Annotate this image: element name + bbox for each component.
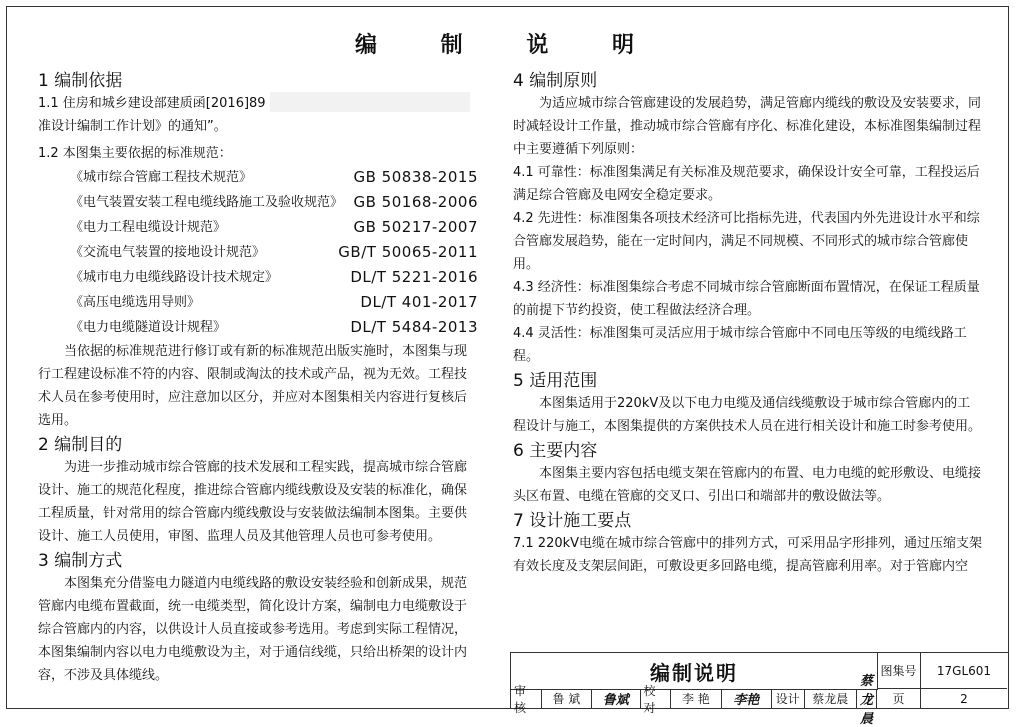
section-1-1-line-a: 1.1 住房和城乡建设部建质函[2016]89	[38, 96, 266, 111]
page-number: 2	[960, 691, 968, 706]
design-label: 设计	[772, 689, 805, 708]
standard-code: GB 50168-2006	[353, 193, 478, 211]
section-2-body: 为进一步推动城市综合管廊的技术发展和工程实践，提高城市综合管廊设计、施工的规范化程度，推进综合管廊内缆线敷设及安装的标准化，确保工程质量，针对常用的综合管廊内缆线敷设与安装做法编制本图集。主要供设计、施工人员使用，审图、监理人员及其他管理人员也可参考使用。	[38, 460, 468, 544]
check-label: 校对	[641, 689, 672, 708]
standard-name: 《交流电气装置的接地设计规范》	[70, 245, 266, 260]
standard-name: 《电力工程电缆设计规范》	[70, 220, 227, 235]
section-5-heading: 5 适用范围	[513, 371, 598, 391]
standard-row	[38, 215, 478, 240]
title-block	[510, 652, 1009, 727]
standard-name: 《城市综合管廊工程技术规范》	[70, 170, 253, 185]
section-1-note: 当依据的标准规范进行修订或有新的标准规范出版实施时，本图集与现行工程建设标准不符的内容、限制或淘汰的技术或产品，视为无效。工程技术人员在参考使用时，应注意加以区分，并应对本图集相关内容进行复核后选用。	[38, 344, 468, 428]
reviewer-name: 鲁 斌	[542, 689, 592, 708]
standard-row	[38, 190, 478, 215]
standard-code: GB 50838-2015	[353, 168, 478, 186]
left-column	[38, 70, 478, 687]
standard-name: 《城市电力电缆线路设计技术规定》	[70, 270, 279, 285]
standard-code: DL/T 401-2017	[360, 293, 478, 311]
section-4-3: 4.3 经济性：标准图集综合考虑不同城市综合管廊断面布置情况，在保证工程质量的前提下节约投资，使工程做法经济合理。	[513, 280, 980, 318]
section-7-heading: 7 设计施工要点	[513, 511, 632, 531]
standards-list	[38, 165, 478, 340]
section-3-heading: 3 编制方式	[38, 551, 123, 571]
section-6-heading: 6 主要内容	[513, 441, 598, 461]
section-4-body: 为适应城市综合管廊建设的发展趋势，满足管廊内缆线的敷设及安装要求，同时减轻设计工作量，推动城市综合管廊有序化、标准化建设，本标准图集编制过程中主要遵循下列原则：	[513, 96, 982, 157]
standard-name: 《高压电缆选用导则》	[70, 295, 201, 310]
section-1-2: 1.2 本图集主要依据的标准规范：	[38, 146, 232, 161]
section-3-body: 本图集充分借鉴电力隧道内电缆线路的敷设安装经验和创新成果，规范管廊内电缆布置截面，统一电缆类型，简化设计方案，编制电力电缆敷设于综合管廊内的内容，以供设计人员直接或参考选用。考虑到实际工程情况，本图集编制内容以电力电缆敷设为主，对于通信线缆，只给出桥架的设计内容，不涉及具体缆线。	[38, 576, 468, 683]
designer-name: 蔡龙晨	[805, 689, 857, 708]
section-1-1-line-b: 准设计编制工作计划》的通知”。	[38, 119, 227, 134]
section-4-2: 4.2 先进性：标准图集各项技术经济可比指标先进，代表国内外先进设计水平和综合管廊发展趋势，能在一定时间内，满足不同规模、不同形式的城市综合管廊使用。	[513, 211, 980, 272]
section-4-4: 4.4 灵活性：标准图集可灵活应用于城市综合管廊中不同电压等级的电缆线路工程。	[513, 326, 967, 364]
section-4-1: 4.1 可靠性：标准图集满足有关标准及规范要求，确保设计安全可靠，工程投运后满足综合管廊及电网安全稳定要求。	[513, 165, 980, 203]
standard-code: GB/T 50065-2011	[338, 243, 478, 261]
section-6-body: 本图集主要内容包括电缆支架在管廊内的布置、电力电缆的蛇形敷设、电缆接头区布置、电缆在管廊的交叉口、引出口和端部井的敷设做法等。	[513, 466, 982, 504]
section-5-body: 本图集适用于220kV及以下电力电缆及通信线缆敷设于城市综合管廊内的工程设计与施工，本图集提供的方案供技术人员在进行相关设计和施工时参考使用。	[513, 396, 982, 434]
standard-code: DL/T 5484-2013	[350, 318, 478, 336]
standard-name: 《电力电缆隧道设计规程》	[70, 320, 227, 335]
standard-row	[38, 315, 478, 340]
atlas-number: 17GL601	[921, 653, 1007, 689]
section-1-heading: 1 编制依据	[38, 71, 123, 91]
faded-overlay	[270, 92, 470, 112]
section-7-1: 7.1 220kV电缆在城市综合管廊中的排列方式，可采用品字形排列，通过压缩支架有效长度及支架层间距，可敷设更多回路电缆，提高管廊利用率。对于管廊内空	[513, 536, 983, 574]
standard-row	[38, 265, 478, 290]
standard-code: GB 50217-2007	[353, 218, 478, 236]
title-block-name: 编制说明	[511, 653, 878, 690]
signature-row	[511, 674, 877, 727]
section-4-heading: 4 编制原则	[513, 71, 598, 91]
reviewer-signature: 鲁斌	[592, 689, 640, 708]
right-column	[513, 70, 983, 578]
designer-signature: 蔡龙晨	[860, 674, 874, 727]
standard-row	[38, 290, 478, 315]
atlas-label: 图集号	[877, 653, 921, 689]
review-label: 审核	[511, 689, 542, 708]
page-label: 页	[877, 689, 921, 708]
checker-signature: 李艳	[722, 689, 772, 708]
standard-row	[38, 240, 478, 265]
page-title: 编 制 说 明	[355, 33, 662, 58]
standard-row	[38, 165, 478, 190]
section-2-heading: 2 编制目的	[38, 435, 123, 455]
checker-name: 李 艳	[671, 689, 721, 708]
standard-name: 《电气装置安装工程电缆线路施工及验收规范》	[70, 195, 344, 210]
standard-code: DL/T 5221-2016	[350, 268, 478, 286]
